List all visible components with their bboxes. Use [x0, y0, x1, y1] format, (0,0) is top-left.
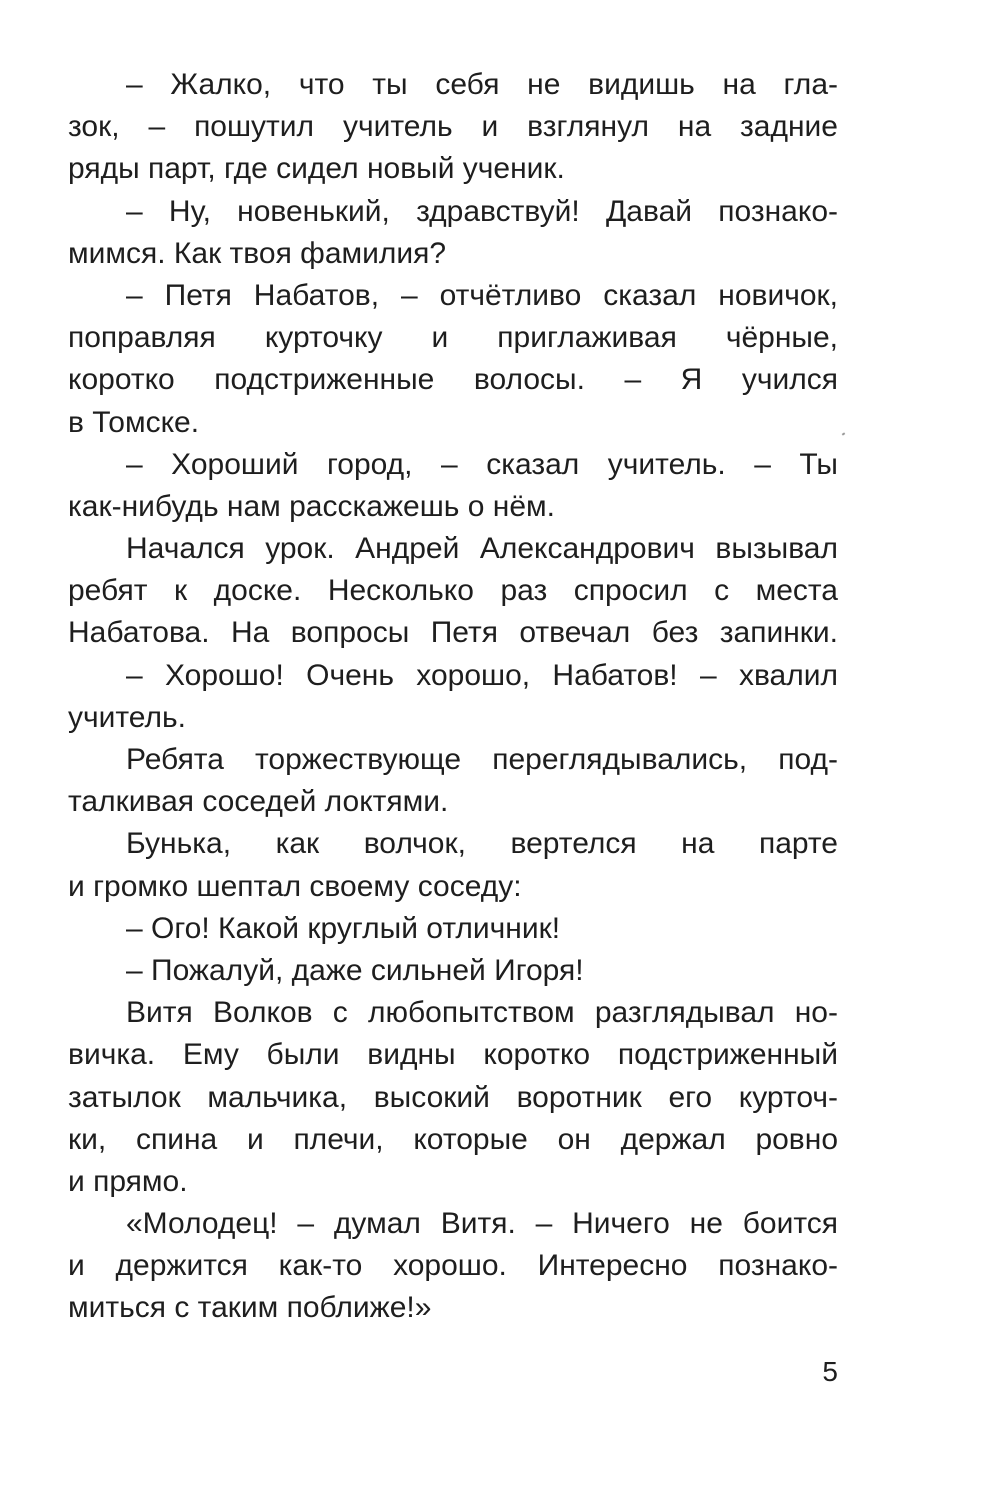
- text-line: ряды парт, где сидел новый ученик.: [68, 152, 565, 186]
- text-line: ребят к доске. Несколько раз спросил с места: [68, 574, 838, 608]
- text-line: учитель.: [68, 700, 186, 734]
- text-line: – Пожалуй, даже сильней Игоря!: [126, 953, 584, 987]
- paragraph: [68, 908, 838, 950]
- paragraph: [68, 992, 838, 1203]
- text-line: Ребята торжествующе переглядывались, под-: [126, 743, 838, 776]
- text-line: в Томске.: [68, 405, 200, 439]
- text-line: и прямо.: [68, 1164, 188, 1198]
- text-line: – Ого! Какой круглый отличник!: [126, 911, 561, 945]
- text-line: и держится как-то хорошо. Интересно познако-: [68, 1249, 838, 1283]
- paragraph: [68, 64, 838, 191]
- text-line: зок, – пошутил учитель и взглянул на задние: [68, 110, 838, 144]
- text-line: миться с таким поближе!»: [68, 1291, 432, 1325]
- text-line: Витя Волков с любопытством разглядывал но-: [126, 996, 838, 1030]
- paragraph: [68, 444, 838, 528]
- page-number: 5: [822, 1356, 838, 1387]
- paragraph: [68, 191, 838, 275]
- text-line: мимся. Как твоя фамилия?: [68, 236, 447, 270]
- text-line: коротко подстриженные волосы. – Я учился: [68, 363, 838, 397]
- text-line: – Жалко, что ты себя не видишь на гла-: [126, 68, 838, 101]
- paragraph: [68, 528, 838, 655]
- text-line: поправляя курточку и приглаживая чёрные,: [68, 321, 838, 355]
- paragraph: [68, 739, 838, 823]
- paragraph: [68, 655, 838, 739]
- text-line: Бунька, как волчок, вертелся на парте: [126, 827, 838, 861]
- text-line: ки, спина и плечи, которые он держал ровно: [68, 1122, 838, 1156]
- text-line: – Хорошо! Очень хорошо, Набатов! – хвалил: [126, 658, 838, 692]
- text-line: и громко шептал своему соседу:: [68, 869, 522, 903]
- text-line: вичка. Ему были видны коротко подстриженный: [68, 1038, 838, 1072]
- paragraph: [68, 1203, 838, 1330]
- paragraph: [68, 275, 838, 444]
- text-line: «Молодец! – думал Витя. – Ничего не боится: [126, 1207, 838, 1241]
- body-text: [68, 64, 838, 1330]
- text-line: Начался урок. Андрей Александрович вызывал: [126, 532, 838, 566]
- text-line: – Петя Набатов, – отчётливо сказал новичок,: [126, 278, 838, 312]
- text-line: талкивая соседей локтями.: [68, 785, 449, 819]
- text-line: – Ну, новенький, здравствуй! Давай познако-: [126, 194, 838, 228]
- text-line: затылок мальчика, высокий воротник его курточ-: [68, 1080, 838, 1114]
- paragraph: [68, 950, 838, 992]
- text-line: Набатова. На вопросы Петя отвечал без запинки.: [68, 616, 838, 650]
- text-line: – Хороший город, – сказал учитель. – Ты: [126, 447, 838, 481]
- print-speck: [842, 432, 846, 435]
- paragraph: [68, 823, 838, 907]
- text-line: как-нибудь нам расскажешь о нём.: [68, 489, 555, 523]
